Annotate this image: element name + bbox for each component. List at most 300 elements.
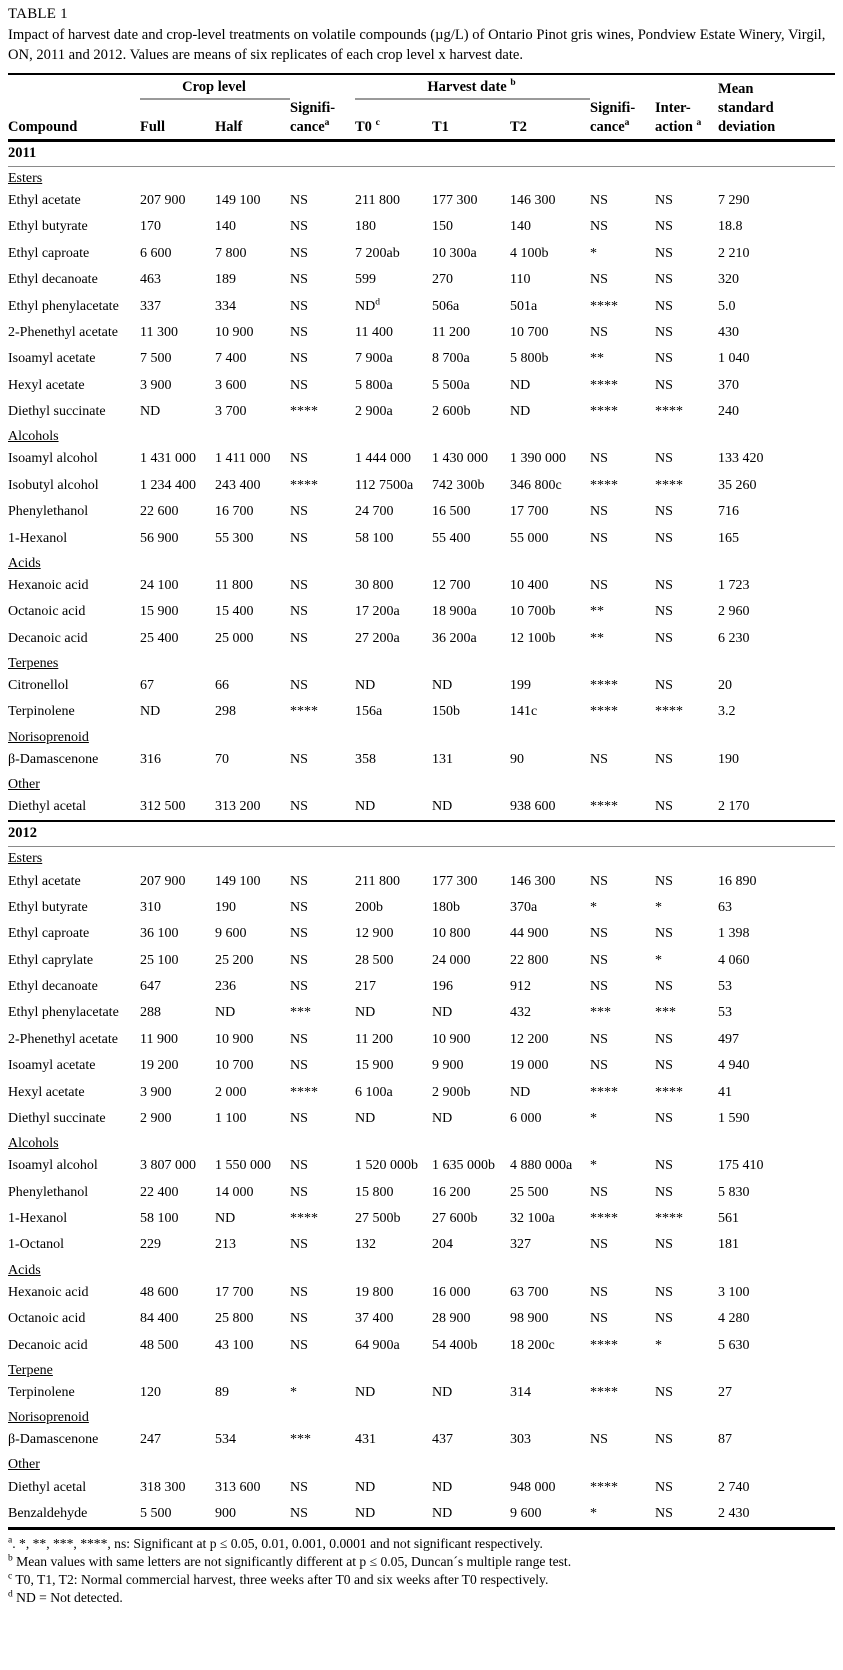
- value-cell: ****: [590, 1211, 619, 1227]
- msd-header-line2: standard: [718, 99, 774, 116]
- value-cell: 25 500: [510, 1184, 549, 1200]
- value-cell: 54 400b: [432, 1337, 478, 1353]
- value-cell: 66: [215, 678, 229, 694]
- value-cell: NS: [590, 219, 608, 235]
- value-cell: NS: [590, 530, 608, 546]
- compound-name: Diethyl acetal: [8, 1479, 87, 1495]
- footnote-text: ND = Not detected.: [12, 1590, 123, 1606]
- value-cell: 7 400: [215, 351, 247, 367]
- value-cell: 36 100: [140, 926, 179, 942]
- compound-class-cell: [8, 1453, 835, 1474]
- compound-name: Isoamyl alcohol: [8, 1158, 98, 1174]
- value-cell: 313 600: [215, 1479, 261, 1495]
- compound-name: Octanoic acid: [8, 1311, 86, 1327]
- value-cell: 2 210: [718, 245, 750, 261]
- value-cell: 16 700: [215, 504, 254, 520]
- value-cell: NS: [290, 1031, 308, 1047]
- value-cell: 501a: [510, 298, 538, 314]
- value-cell: 647: [140, 979, 161, 995]
- value-cell: 20: [718, 678, 733, 694]
- value-cell: 5.0: [718, 298, 736, 314]
- value-cell: 742 300b: [432, 477, 485, 493]
- value-cell: ND: [215, 1005, 236, 1021]
- compound-class-row: [8, 1453, 835, 1474]
- value-cell: 6 000: [510, 1110, 542, 1126]
- value-cell: NS: [290, 678, 308, 694]
- value-cell: 150b: [432, 704, 461, 720]
- value-cell: 53: [718, 979, 733, 995]
- t1-column-header: T1: [432, 118, 510, 141]
- value-cell: NS: [590, 451, 608, 467]
- value-cell: ****: [655, 477, 684, 493]
- value-cell: 11 300: [140, 324, 178, 340]
- compound-class-row: [8, 1359, 835, 1380]
- header-spacer: [8, 74, 140, 99]
- compound-class-row: [8, 1132, 835, 1153]
- table-row: [8, 1027, 835, 1053]
- crop-level-group-label: Crop level: [182, 78, 246, 95]
- value-cell: 189: [215, 272, 236, 288]
- value-cell: 132: [355, 1237, 377, 1253]
- value-cell: 1 430 000: [432, 451, 489, 467]
- value-cell: NS: [655, 1506, 673, 1522]
- table-row: [8, 320, 835, 346]
- compound-name: β-Damascenone: [8, 751, 99, 767]
- value-cell: 17 700: [215, 1284, 254, 1300]
- value-cell: ND: [355, 678, 376, 694]
- value-cell: NS: [655, 1479, 673, 1495]
- value-cell: 4 880 000a: [510, 1158, 573, 1174]
- footnote-mark: a: [8, 1535, 13, 1546]
- value-cell: NS: [655, 272, 673, 288]
- compound-name: Octanoic acid: [8, 604, 86, 620]
- value-cell: 84 400: [140, 1311, 179, 1327]
- value-cell: 298: [215, 704, 236, 720]
- value-cell: 15 900: [140, 604, 179, 620]
- value-cell: 243 400: [215, 477, 261, 493]
- value-cell: ND: [432, 1005, 453, 1021]
- compound-class-label: Acids: [8, 555, 41, 571]
- msd-header-line3: deviation: [718, 118, 835, 141]
- value-cell: 37 400: [355, 1311, 394, 1327]
- value-cell: 133 420: [718, 451, 764, 467]
- value-cell: 313 200: [215, 799, 261, 815]
- value-cell: NS: [290, 193, 308, 209]
- value-cell: NS: [655, 577, 673, 593]
- value-cell: 314: [510, 1384, 532, 1400]
- value-cell: 18 200c: [510, 1337, 555, 1353]
- header-spacer: [510, 99, 590, 118]
- compound-name: Hexanoic acid: [8, 577, 89, 593]
- compound-name: Decanoic acid: [8, 630, 88, 646]
- cell-footnote-mark: d: [375, 296, 380, 307]
- value-cell: 4 060: [718, 952, 750, 968]
- value-cell: 5 800a: [355, 377, 393, 393]
- value-cell: 236: [215, 979, 236, 995]
- value-cell: NS: [655, 451, 673, 467]
- value-cell: 150: [432, 219, 454, 235]
- value-cell: 1 723: [718, 577, 750, 593]
- compound-name: 1-Hexanol: [8, 1211, 68, 1227]
- compound-name: Isoamyl acetate: [8, 351, 96, 367]
- footnote-text: T0, T1, T2: Normal commercial harvest, three weeks after T0 and six weeks after T0 respectively.: [12, 1572, 549, 1588]
- value-cell: 87: [718, 1432, 733, 1448]
- value-cell: NS: [655, 324, 673, 340]
- value-cell: 561: [718, 1211, 740, 1227]
- value-cell: 63: [718, 899, 733, 915]
- value-cell: 1 550 000: [215, 1158, 271, 1174]
- value-cell: ND: [140, 404, 161, 420]
- compound-name: Ethyl phenylacetate: [8, 1005, 119, 1021]
- value-cell: 12 700: [432, 577, 471, 593]
- t0-footnote-mark: c: [375, 118, 380, 129]
- compound-class-label: Norisoprenoid: [8, 1410, 89, 1426]
- value-cell: 1 234 400: [140, 477, 196, 493]
- value-cell: 318 300: [140, 1479, 186, 1495]
- value-cell: 175 410: [718, 1158, 764, 1174]
- header-spacer: [290, 74, 355, 99]
- compound-name: Diethyl succinate: [8, 404, 106, 420]
- table-row: [8, 1206, 835, 1232]
- value-cell: 120: [140, 1384, 161, 1400]
- value-cell: 5 630: [718, 1337, 750, 1353]
- value-cell: 89: [215, 1384, 229, 1400]
- table-row: [8, 921, 835, 947]
- value-cell: NS: [290, 351, 308, 367]
- compound-class-label: Norisoprenoid: [8, 729, 89, 745]
- value-cell: 140: [215, 219, 236, 235]
- value-cell: 207 900: [140, 193, 186, 209]
- value-cell: NS: [655, 873, 673, 889]
- value-cell: NS: [290, 272, 308, 288]
- value-cell: 247: [140, 1432, 161, 1448]
- value-cell: 211 800: [355, 873, 400, 889]
- value-cell: ND: [510, 1084, 531, 1100]
- table-row: [8, 673, 835, 699]
- value-cell: NS: [290, 1284, 308, 1300]
- compound-name: Ethyl phenylacetate: [8, 298, 119, 314]
- value-cell: 11 200: [355, 1031, 393, 1047]
- compound-name: β-Damascenone: [8, 1432, 99, 1448]
- value-cell: NS: [655, 219, 673, 235]
- value-cell: 165: [718, 530, 740, 546]
- compound-class-cell: [8, 1132, 835, 1153]
- value-cell: 15 900: [355, 1058, 394, 1074]
- value-cell: 10 700: [510, 324, 549, 340]
- value-cell: 3.2: [718, 704, 736, 720]
- footnote-d: [8, 1589, 835, 1607]
- value-cell: 141c: [510, 704, 538, 720]
- table-row: [8, 1332, 835, 1358]
- value-cell: 58 100: [355, 530, 394, 546]
- value-cell: 190: [215, 899, 236, 915]
- value-cell: 4 100b: [510, 245, 549, 261]
- value-cell: NS: [290, 1110, 308, 1126]
- table-header: [8, 74, 835, 141]
- value-cell: 432: [510, 1005, 532, 1021]
- value-cell: NS: [290, 979, 308, 995]
- value-cell: 16 890: [718, 873, 757, 889]
- t0-label: T0: [355, 118, 372, 135]
- value-cell: NS: [290, 1311, 308, 1327]
- value-cell: NS: [590, 577, 608, 593]
- value-cell: NS: [290, 245, 308, 261]
- value-cell: $ND^d$: [355, 296, 380, 314]
- value-cell: ****: [590, 298, 619, 314]
- value-cell: 716: [718, 504, 740, 520]
- value-cell: 25 800: [215, 1311, 254, 1327]
- value-cell: NS: [655, 377, 673, 393]
- value-cell: ND: [355, 1384, 376, 1400]
- value-cell: 190: [718, 751, 740, 767]
- value-cell: 22 800: [510, 952, 549, 968]
- table-row: [8, 293, 835, 319]
- table-row: [8, 625, 835, 651]
- value-cell: ND: [432, 678, 453, 694]
- footnote-mark: b: [8, 1553, 13, 1564]
- value-cell: 599: [355, 272, 377, 288]
- value-cell: 437: [432, 1432, 454, 1448]
- value-cell: NS: [290, 1184, 308, 1200]
- table-row: [8, 895, 835, 921]
- value-cell: 5 830: [718, 1184, 750, 1200]
- year-header: 2011: [8, 140, 835, 166]
- value-cell: 7 290: [718, 193, 750, 209]
- compound-class-cell: [8, 773, 835, 794]
- value-cell: NS: [290, 1058, 308, 1074]
- value-cell: 44 900: [510, 926, 549, 942]
- value-cell: 48 600: [140, 1284, 179, 1300]
- value-cell: ****: [290, 1084, 319, 1100]
- value-cell: 2 900: [140, 1110, 172, 1126]
- value-cell: ND: [432, 1479, 453, 1495]
- value-cell: 9 600: [510, 1506, 542, 1522]
- value-cell: 3 600: [215, 377, 247, 393]
- value-cell: 63 700: [510, 1284, 549, 1300]
- value-cell: NS: [655, 604, 673, 620]
- value-cell: NS: [290, 926, 308, 942]
- value-cell: NS: [655, 1384, 673, 1400]
- compound-class-cell: [8, 1406, 835, 1427]
- compound-class-row: [8, 726, 835, 747]
- table-row: [8, 868, 835, 894]
- value-cell: 11 900: [140, 1031, 178, 1047]
- value-cell: ****: [590, 404, 619, 420]
- footnote-mark: d: [8, 1589, 13, 1600]
- compound-name: Hexyl acetate: [8, 1084, 85, 1100]
- value-cell: 55 000: [510, 530, 549, 546]
- value-cell: ****: [655, 404, 684, 420]
- value-cell: 25 200: [215, 952, 254, 968]
- value-cell: 10 900: [215, 1031, 254, 1047]
- value-cell: 28 900: [432, 1311, 471, 1327]
- significance-label: cance: [590, 118, 625, 135]
- compound-name: Ethyl butyrate: [8, 899, 88, 915]
- compound-class-row: [8, 552, 835, 573]
- value-cell: NS: [655, 630, 673, 646]
- value-cell: ****: [655, 704, 684, 720]
- value-cell: NS: [655, 1311, 673, 1327]
- compound-name: Isobutyl alcohol: [8, 477, 99, 493]
- significance-footnote-mark: a: [324, 118, 330, 129]
- value-cell: NS: [655, 1284, 673, 1300]
- table-row: [8, 399, 835, 425]
- value-cell: ***: [290, 1432, 312, 1448]
- compound-name: Ethyl acetate: [8, 873, 81, 889]
- msd-header-line1: Mean: [718, 80, 754, 97]
- header-spacer: [432, 99, 510, 118]
- value-cell: ND: [432, 1110, 453, 1126]
- value-cell: 18.8: [718, 219, 743, 235]
- value-cell: 1 444 000: [355, 451, 412, 467]
- value-cell: NS: [590, 1432, 608, 1448]
- value-cell: 900: [215, 1506, 236, 1522]
- table-row: [8, 1280, 835, 1306]
- value-cell: 6 600: [140, 245, 172, 261]
- value-cell: *: [590, 1158, 598, 1174]
- value-cell: NS: [590, 952, 608, 968]
- value-cell: *: [590, 245, 598, 261]
- value-cell: 2 900b: [432, 1084, 471, 1100]
- footnotes: [8, 1535, 835, 1607]
- value-cell: 199: [510, 678, 532, 694]
- value-cell: NS: [655, 245, 673, 261]
- compound-class-cell: [8, 552, 835, 573]
- value-cell: 204: [432, 1237, 454, 1253]
- table-row: [8, 372, 835, 398]
- significance-label: cance: [290, 118, 325, 135]
- value-cell: NS: [655, 926, 673, 942]
- compound-name: Diethyl succinate: [8, 1110, 106, 1126]
- value-cell: NS: [590, 1031, 608, 1047]
- value-cell: 5 500a: [432, 377, 470, 393]
- footnote-text: Mean values with same letters are not significantly different at p ≤ 0.05, Duncan´s multiple range test.: [12, 1554, 572, 1570]
- compound-class-cell: [8, 652, 835, 673]
- value-cell: 288: [140, 1005, 161, 1021]
- value-cell: 1 100: [215, 1110, 247, 1126]
- value-cell: 10 700: [215, 1058, 254, 1074]
- value-cell: ND: [355, 1005, 376, 1021]
- footnote-mark: c: [8, 1571, 13, 1582]
- compound-name: Isoamyl acetate: [8, 1058, 96, 1074]
- interaction-header-line1: Inter-: [655, 99, 691, 116]
- value-cell: 327: [510, 1237, 532, 1253]
- value-cell: 6 230: [718, 630, 750, 646]
- value-cell: *: [590, 899, 598, 915]
- header-spacer: [140, 99, 215, 118]
- value-cell: *: [590, 1506, 598, 1522]
- compound-class-label: Other: [8, 776, 40, 792]
- value-cell: 181: [718, 1237, 740, 1253]
- value-cell: ***: [655, 1005, 677, 1021]
- value-cell: 24 700: [355, 504, 394, 520]
- table-row: [8, 473, 835, 499]
- value-cell: ****: [590, 704, 619, 720]
- value-cell: ****: [290, 1211, 319, 1227]
- table-row: [8, 1306, 835, 1332]
- compound-name: Ethyl caprylate: [8, 952, 94, 968]
- value-cell: 12 100b: [510, 630, 556, 646]
- value-cell: 1 431 000: [140, 451, 196, 467]
- value-cell: 64 900a: [355, 1337, 400, 1353]
- volatile-compounds-table: [8, 73, 835, 1530]
- header-column-row: [8, 118, 835, 141]
- value-cell: ****: [590, 678, 619, 694]
- value-cell: 2 170: [718, 799, 750, 815]
- value-cell: 4 940: [718, 1058, 750, 1074]
- value-cell: ****: [590, 1479, 619, 1495]
- interaction-footnote-mark: a: [696, 118, 702, 129]
- value-cell: ****: [290, 704, 319, 720]
- value-cell: 10 400: [510, 577, 549, 593]
- value-cell: 10 300a: [432, 245, 477, 261]
- value-cell: 48 500: [140, 1337, 179, 1353]
- value-cell: NS: [590, 272, 608, 288]
- table-row: [8, 1427, 835, 1453]
- value-cell: NS: [655, 193, 673, 209]
- value-cell: ****: [590, 477, 619, 493]
- table-row: [8, 699, 835, 725]
- compound-name: 2-Phenethyl acetate: [8, 324, 119, 340]
- value-cell: NS: [655, 1110, 673, 1126]
- significance-footnote-mark: a: [624, 118, 630, 129]
- year-section-row: [8, 821, 835, 847]
- header-spacer: [355, 99, 432, 118]
- table-body: [8, 140, 835, 1528]
- value-cell: 3 100: [718, 1284, 750, 1300]
- value-cell: 370a: [510, 899, 538, 915]
- value-cell: 24 100: [140, 577, 179, 593]
- value-cell: 217: [355, 979, 377, 995]
- value-cell: 213: [215, 1237, 236, 1253]
- compound-name: Phenylethanol: [8, 504, 89, 520]
- value-cell: NS: [655, 504, 673, 520]
- value-cell: NS: [655, 1031, 673, 1047]
- value-cell: NS: [655, 751, 673, 767]
- value-cell: 2 960: [718, 604, 750, 620]
- value-cell: 16 200: [432, 1184, 471, 1200]
- value-cell: 10 800: [432, 926, 471, 942]
- value-cell: 1 635 000b: [432, 1158, 496, 1174]
- value-cell: 1 390 000: [510, 451, 567, 467]
- value-cell: *: [655, 952, 663, 968]
- value-cell: ****: [590, 1084, 619, 1100]
- compound-class-label: Alcohols: [8, 429, 59, 445]
- value-cell: NS: [290, 1506, 308, 1522]
- compound-class-row: [8, 1259, 835, 1280]
- value-cell: 334: [215, 298, 236, 314]
- value-cell: 11 200: [432, 324, 470, 340]
- value-cell: 17 700: [510, 504, 549, 520]
- compound-class-cell: [8, 847, 835, 869]
- value-cell: 431: [355, 1432, 377, 1448]
- compound-class-row: [8, 166, 835, 188]
- compound-class-label: Acids: [8, 1262, 41, 1278]
- compound-class-label: Esters: [8, 851, 43, 867]
- value-cell: NS: [590, 1237, 608, 1253]
- compound-name: 1-Octanol: [8, 1237, 64, 1253]
- compound-name: Citronellol: [8, 678, 69, 694]
- header-spacer: [590, 74, 655, 99]
- value-cell: 7 500: [140, 351, 172, 367]
- value-cell: NS: [290, 873, 308, 889]
- value-cell: 27 500b: [355, 1211, 401, 1227]
- compound-class-label: Alcohols: [8, 1136, 59, 1152]
- value-cell: *: [290, 1384, 298, 1400]
- value-cell: 19 200: [140, 1058, 179, 1074]
- value-cell: 15 400: [215, 604, 254, 620]
- compound-name: Terpinolene: [8, 1384, 75, 1400]
